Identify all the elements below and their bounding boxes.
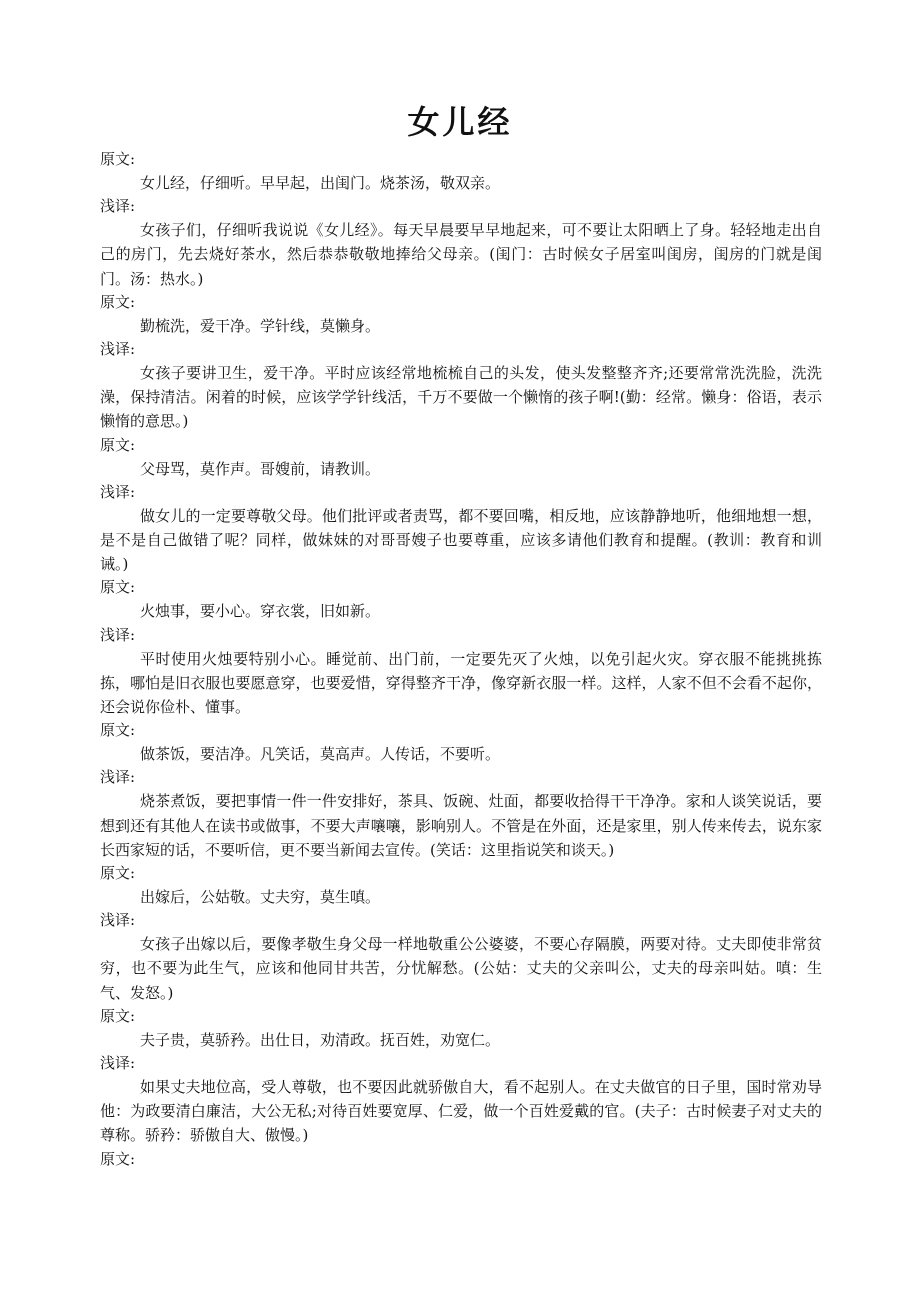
original-label: 原文: (100, 150, 136, 168)
original-text: 火烛事，要小心。穿衣裳，旧如新。 (140, 602, 381, 621)
original-label: 原文: (100, 578, 136, 597)
page-title: 女儿经 (407, 103, 513, 141)
original-label: 原文: (100, 721, 136, 740)
translation-label: 浅译: (100, 911, 136, 930)
original-text: 夫子贵，莫骄矜。出仕日，劝清政。抚百姓，劝宽仁。 (140, 1030, 501, 1049)
translation-text: 女孩子出嫁以后，要像孝敬生身父母一样地敬重公公婆婆，不要心存隔膜，两要对待。丈夫即使非常贫穷，也不要为此生气，应该和他同甘共苦，分忧解愁。(公姑：丈夫的父亲叫公，丈夫的母亲叫姑。嗔：生气、发怒。) (100, 935, 822, 1002)
translation-text: 女孩子们，仔细听我说说《女儿经》。每天早晨要早早地起来，可不要让太阳晒上了身。轻轻地走出自己的房门，先去烧好茶水，然后恭恭敬敬地捧给父母亲。(闺门：古时候女子居室叫闺房，闺房的门就是闺门。汤：热水。) (100, 221, 822, 288)
translation-text: 平时使用火烛要特别小心。睡觉前、出门前，一定要先灭了火烛，以免引起火灾。穿衣服不能挑挑拣拣，哪怕是旧衣服也要愿意穿，也要爱惜，穿得整齐干净，像穿新衣服一样。这样，人家不但不会看不起你，还会说你俭朴、懂事。 (100, 649, 822, 717)
translation-text: 女孩子要讲卫生，爱干净。平时应该经常地梳梳自己的头发，使头发整整齐齐;还要常常洗洗脸，洗洗澡，保持清洁。闲着的时候，应该学学针线活，千万不要做一个懒惰的孩子啊!(勤：经常。懒身：俗语，表示懒惰的意思。) (100, 364, 822, 431)
original-text: 出嫁后，公姑敬。丈夫穷，莫生嗔。 (140, 888, 381, 907)
original-label: 原文: (100, 864, 136, 883)
original-text: 父母骂，莫作声。哥嫂前，请教训。 (140, 459, 381, 478)
original-text: 女儿经，仔细听。早早起，出闺门。烧茶汤，敬双亲。 (140, 174, 501, 192)
translation-label: 浅译: (100, 768, 136, 787)
translation-text: 烧茶煮饭，要把事情一件一件安排好，茶具、饭碗、灶面，都要收拾得干干净净。家和人谈笑说话，要想到还有其他人在读书或做事，不要大声嚷嚷，影响别人。不管是在外面，还是家里，别人传来传去，说东家长西家短的话，不要听信，更不要当新闻去宣传。(笑话：这里指说笑和谈天。) (100, 792, 822, 859)
translation-text: 如果丈夫地位高，受人尊敬，也不要因此就骄傲自大，看不起别人。在丈夫做官的日子里，国时常劝导他：为政要清白廉洁，大公无私;对待百姓要宽厚、仁爱，做一个百姓爱戴的官。(夫子：古时候妻子对丈夫的尊称。骄矜：骄傲自大、傲慢。) (100, 1078, 822, 1145)
original-text: 做茶饭，要洁净。凡笑话，莫高声。人传话，不要听。 (140, 745, 501, 764)
original-text: 勤梳洗，爱干净。学针线，莫懒身。 (140, 316, 381, 335)
translation-label: 浅译: (100, 1054, 136, 1073)
translation-label: 浅译: (100, 625, 136, 644)
document-body (100, 148, 822, 1171)
original-label: 原文: (100, 1149, 136, 1168)
translation-label: 浅译: (100, 482, 136, 501)
translation-label: 浅译: (100, 340, 136, 359)
original-label: 原文: (100, 1006, 136, 1025)
translation-text: 做女儿的一定要尊敬父母。他们批评或者责骂，都不要回嘴，相反地，应该静静地听，他细地想一想，是不是自己做错了呢？同样，做妹妹的对哥哥嫂子也要尊重，应该多请他们教育和提醒。(教训：教育和训诫。) (100, 506, 822, 574)
translation-label: 浅译: (100, 197, 136, 216)
original-label: 原文: (100, 435, 136, 454)
original-label: 原文: (100, 292, 136, 311)
